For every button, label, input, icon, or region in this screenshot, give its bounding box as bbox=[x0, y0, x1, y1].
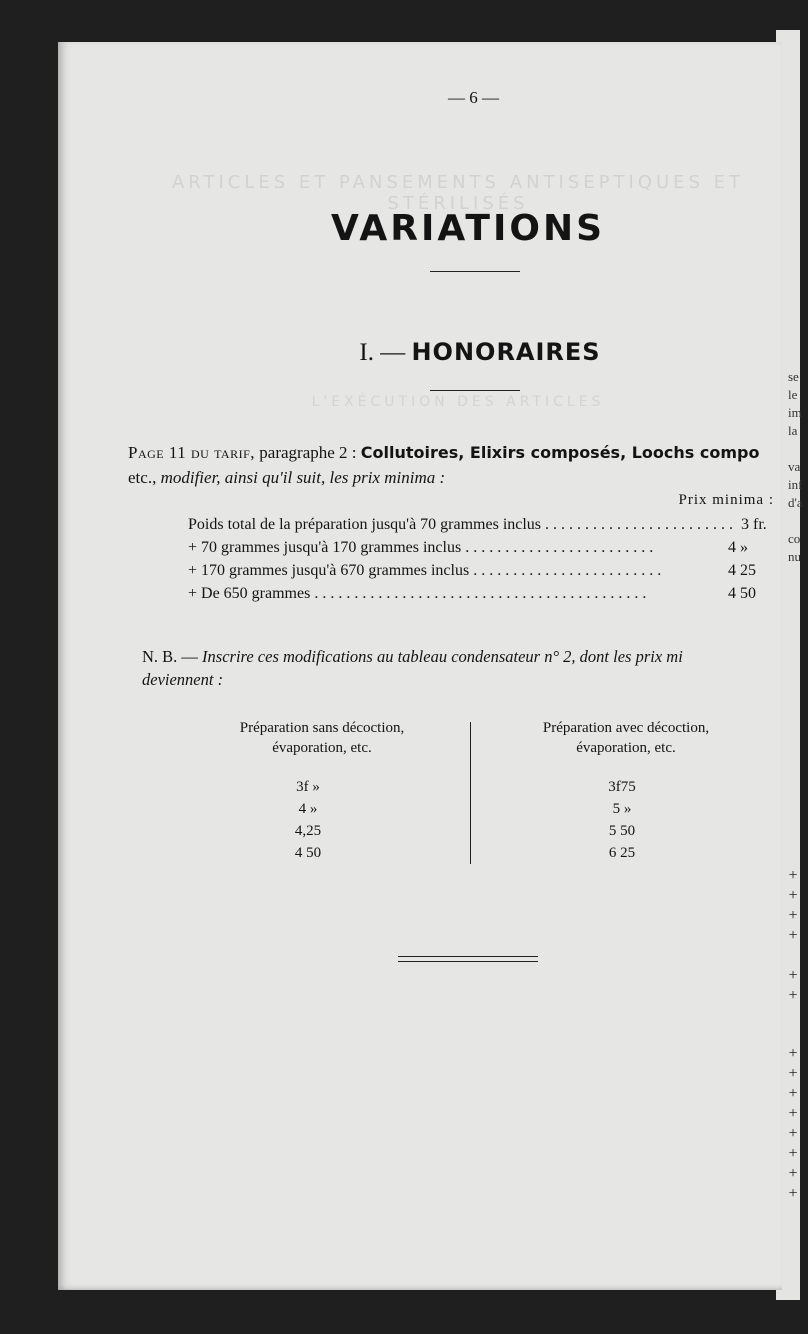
next-page-plus-marks-lower: + + + + + + + + bbox=[788, 1045, 798, 1202]
section-name: HONORAIRES bbox=[411, 338, 601, 366]
title-rule bbox=[430, 271, 520, 272]
column-header-avec-decoction: Préparation avec décoction, évaporation, etc. bbox=[542, 720, 710, 756]
bleed-through-subtitle: L'EXÉCUTION DES ARTICLES bbox=[311, 394, 605, 410]
section-rule bbox=[430, 390, 520, 391]
paragraph-reference: paragraphe 2 : bbox=[255, 443, 361, 462]
price-row: + De 650 grammes .......................................... 4 50 bbox=[188, 585, 756, 602]
closing-double-rule-bottom bbox=[398, 961, 538, 962]
note-text-continued: deviennent : bbox=[142, 670, 224, 689]
note-text: Inscrire ces modifications au tableau condensateur n° 2, dont les prix mi bbox=[202, 647, 683, 666]
next-page-margin-text: se le im la va inf d'a co nu bbox=[788, 369, 803, 564]
section-heading bbox=[290, 338, 670, 367]
next-page-plus-marks: + + + + + + bbox=[788, 867, 798, 1004]
closing-double-rule-top bbox=[398, 956, 538, 957]
items-list: Collutoires, Elixirs composés, Loochs compo bbox=[360, 443, 760, 462]
price-list bbox=[188, 516, 768, 608]
price-row: Poids total de la préparation jusqu'à 70 grammes inclus ........................ 3 fr. bbox=[188, 516, 767, 533]
page-title: VARIATIONS bbox=[330, 208, 606, 249]
note-prefix: N. B. — bbox=[142, 647, 203, 666]
note-paragraph bbox=[142, 645, 802, 691]
column-values-avec-decoction: 3f75 5 » 5 50 6 25 bbox=[608, 779, 636, 861]
column-header-sans-decoction: Préparation sans décoction, évaporation, etc. bbox=[239, 720, 405, 756]
bleed-through-title: ARTICLES ET PANSEMENTS ANTISEPTIQUES ET STÉRILISÉS bbox=[171, 172, 745, 214]
intro-line2-start: etc., bbox=[128, 468, 161, 487]
intro-instruction: modifier, ainsi qu'il suit, les prix minima : bbox=[160, 468, 446, 487]
column-divider bbox=[470, 722, 471, 864]
column-values-sans-decoction: 3f » 4 » 4,25 4 50 bbox=[294, 779, 322, 861]
prix-minima-header: Prix minima : bbox=[678, 492, 774, 508]
price-row: + 70 grammes jusqu'à 170 grammes inclus ........................ 4 » bbox=[188, 539, 748, 556]
section-prefix: I. — bbox=[359, 339, 406, 366]
price-row: + 170 grammes jusqu'à 670 grammes inclus ........................ 4 25 bbox=[188, 562, 756, 579]
page-number: — 6 — bbox=[448, 88, 499, 107]
intro-paragraph bbox=[128, 440, 808, 490]
page-reference: Page 11 du tarif, bbox=[128, 443, 256, 462]
document-page bbox=[58, 42, 782, 1290]
